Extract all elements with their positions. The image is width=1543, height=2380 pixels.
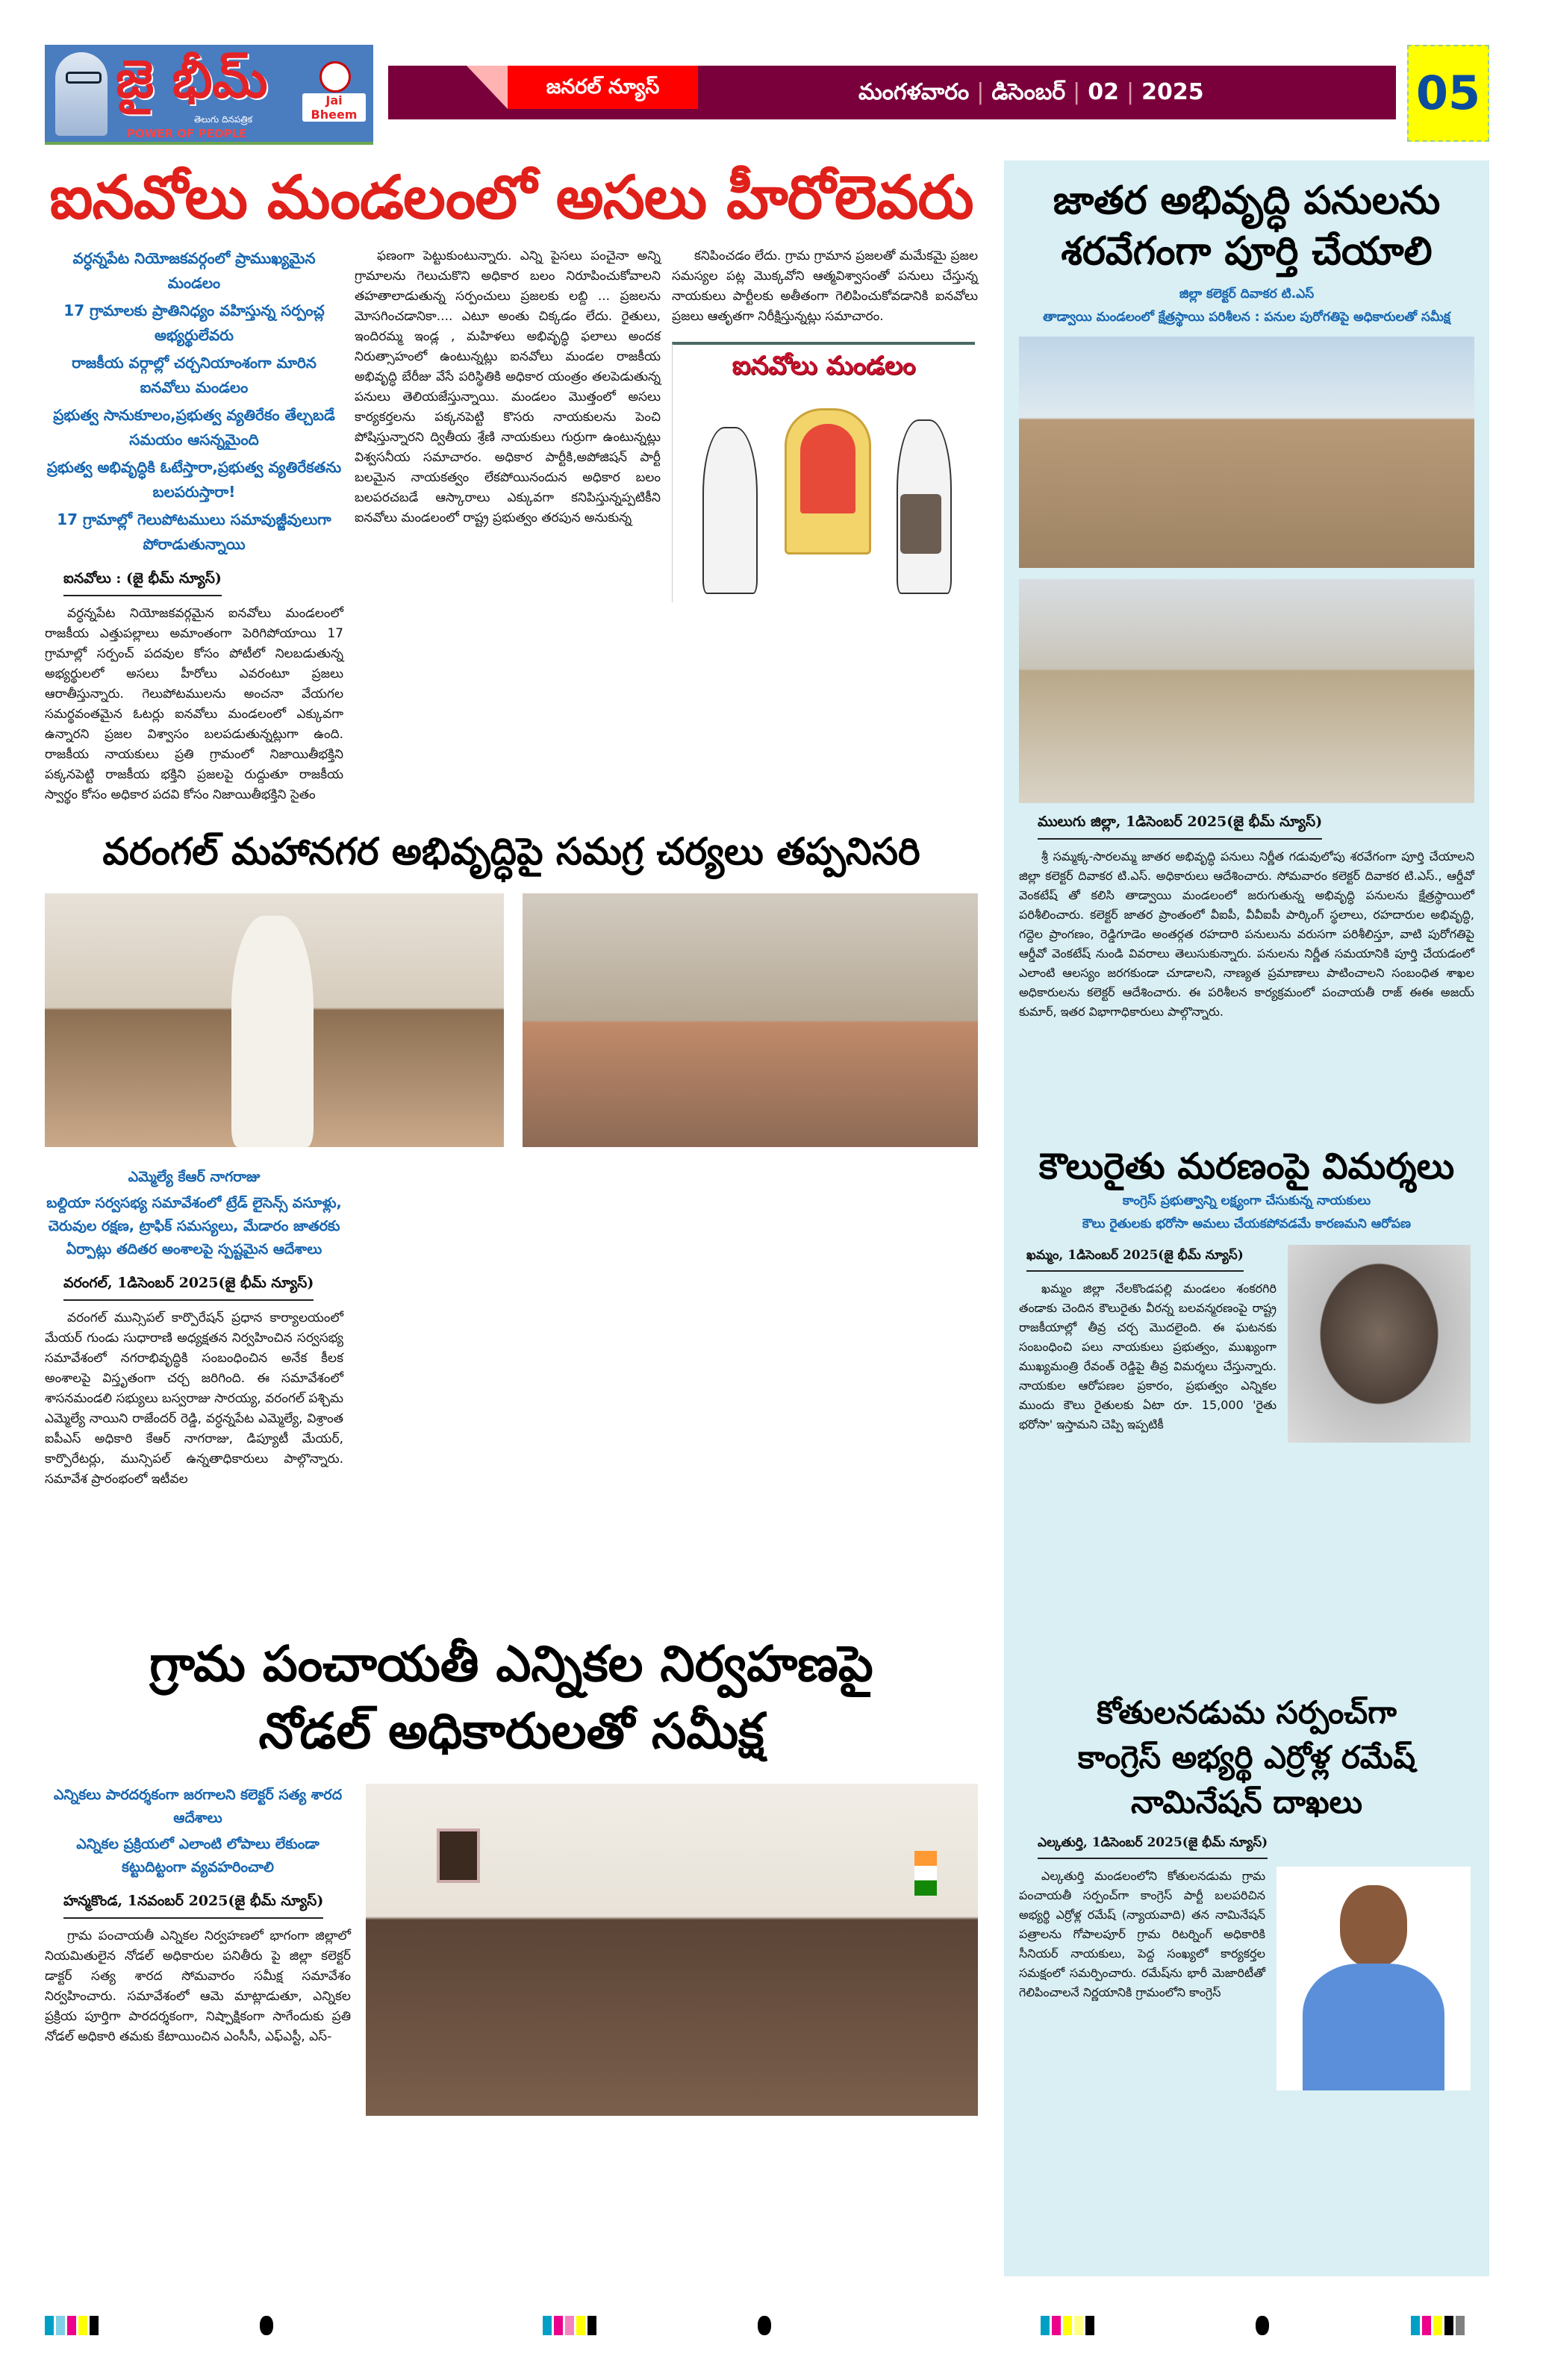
candidate-photo xyxy=(1277,1867,1471,2090)
deck-line: 17 గ్రామాలకు ప్రాతినిధ్యం వహిస్తున్న సర్పంచ్ల అభ్యర్థులేవరు xyxy=(63,302,325,344)
ambedkar-portrait xyxy=(55,52,107,136)
page-number: 05 xyxy=(1407,45,1489,142)
headline-line: జాతర అభివృద్ధి పనులను xyxy=(1053,178,1441,223)
main-dateline: ఐనవోలు : (జై భీమ్ న్యూస్) xyxy=(63,570,222,596)
main-body-col2 xyxy=(355,246,661,528)
throne-chair-illustration xyxy=(785,408,871,555)
headline-line: శరవేగంగా పూర్తి చేయాలి xyxy=(1061,229,1433,274)
warangal-deck xyxy=(45,1166,343,1261)
section-tag: జనరల్ న్యూస్ xyxy=(508,66,698,109)
paragraph: వరంగల్ మున్సిపల్ కార్పొరేషన్ ప్రధాన కార్యాలయంలో మేయర్ గుండు సుధారాణి అధ్యక్షతన నిర్వహించిన సర్వసభ్య సమావేశంలో నగరాభివృద్ధికి సంబంధించిన అనేక కీలక అంశాలపై విస్తృతంగా చర్చ జరిగింది. ఈ సమావేశంలో శాసనమండలి సభ్యులు బస్వరాజు సారయ్య, వరంగల్ పశ్చిమ ఎమ్మెల్యే నాయిని రాజేందర్ రెడ్డి, వర్ధన్నపేట ఎమ్మెల్యే, విశ్రాంత ఐపీఎస్ అధికారి కేఆర్ నాగరాజు, డిప్యూటీ మేయర్, కార్పొరేటర్లు, మున్సిపల్ ఉన్నతాధికారులు పాల్గొన్నారు. సమావేశ ప్రారంభంలో ఇటీవల xyxy=(45,1311,343,1487)
deck-line: ఎమ్మెల్యే కేఆర్ నాగరాజు xyxy=(128,1169,261,1185)
left-content-area xyxy=(45,160,978,2116)
group-photo xyxy=(523,893,978,1147)
farmer-headline: కౌలురైతు మరణంపై విమర్శలు xyxy=(1038,1146,1455,1187)
date-day: మంగళవారం xyxy=(858,79,970,105)
nomination-headline xyxy=(1019,1690,1474,1825)
cartoon-title: ఐనవోలు మండలం xyxy=(732,351,916,381)
panchayat-story xyxy=(45,1631,978,2116)
main-story xyxy=(45,160,978,817)
review-meeting-photo xyxy=(366,1784,978,2116)
headline-line: నోడల్ అధికారులతో సమీక్ష xyxy=(258,1702,764,1760)
farmer-dateline: ఖమ్మం, 1డిసెంబర్ 2025(జై భీమ్ న్యూస్) xyxy=(1026,1248,1244,1272)
color-registration-mark xyxy=(1411,2316,1467,2338)
deck-line: వర్ధన్నపేట నియోజకవర్గంలో ప్రాముఖ్యమైన మండలం xyxy=(72,249,316,292)
panchayat-dateline: హన్మకొండ, 1నవంబర్ 2025(జై భీమ్ న్యూస్) xyxy=(63,1893,323,1919)
jathara-story xyxy=(1019,175,1474,1131)
jathara-deck xyxy=(1019,284,1474,328)
date-month: డిసెంబర్ xyxy=(991,79,1066,105)
farmer-col xyxy=(1019,1237,1277,1434)
candidate-shirt xyxy=(1303,1964,1444,2090)
main-headline: ఐనవోలు మండలంలో అసలు హీరోలెవరు xyxy=(49,163,973,232)
color-registration-mark xyxy=(1041,2316,1097,2338)
council-meeting-photo xyxy=(45,893,504,1147)
tag-accent xyxy=(467,66,508,109)
warangal-body xyxy=(45,1308,343,1490)
main-body-col3 xyxy=(672,246,978,327)
headline-line: గ్రామ పంచాయతీ ఎన్నికల నిర్వహణపై xyxy=(149,1635,873,1693)
farmer-body xyxy=(1019,1279,1277,1434)
headline-line: కాంగ్రెస్ అభ్యర్థి ఎర్రోళ్ల రమేష్ xyxy=(1077,1739,1416,1775)
site-inspection-photo xyxy=(1019,337,1474,568)
deck-line: ఎన్నికల ప్రక్రియలో ఎలాంటి లోపాలు లేకుండా కట్టుదిట్టంగా వ్యవహరించాలి xyxy=(76,1836,319,1875)
masthead-brand-en: Jai Bheem xyxy=(302,93,366,122)
jathara-body xyxy=(1019,847,1474,1022)
nomination-body xyxy=(1019,1867,1265,2002)
farmer-deck xyxy=(1019,1191,1474,1234)
masthead-tagline: POWER OF PEOPLE xyxy=(127,127,247,140)
seal-icon xyxy=(319,61,351,93)
warangal-story xyxy=(45,825,978,1623)
paragraph: ఫణంగా పెట్టుకుంటున్నారు. ఎన్ని పైసలు పంచైనా అన్ని గ్రామాలను గెలుచుకొని అధికార బలం నిరూపించుకోవాలని తహతాలాడుతున్న సర్పంచులు ప్రజలకు లబ్ది ... ప్రజలను మోసగించడానికా.... ఎటూ అంతు చిక్కడం లేదు. రైతులు, ఇందిరమ్మ ఇండ్ల , మహిళలు అభివృద్ధి ఫలాలు అందక నిరుత్సాహంలో ఉంటున్నట్లు ఐనవోలు మండల రాజకీయ అభివృద్ధి బేరీజు వేసే పరిస్థితికి అధికార యంత్రం తలపెడుతున్న పనులు తెలియజేస్తున్నాయి. మండలం మొత్తంలో అసలు కార్యకర్తలను పక్కనపెట్టి కొసరు నాయకులను పెంచి పోషిస్తున్నారని ద్వితీయ శ్రేణి నాయకులు గుర్రుగా ఉంటున్నట్లు విశ్వసనీయ సమాచారం. అధికార పార్టీకి,అపోజిషన్ పార్టీ బలమైన నాయకత్వం లేకపోయినందున అధికార బలం బలపరచబడే ఆస్కారాలు ఎక్కువగా కనిపిస్తున్నప్పటికీని ఐనవోలు మండలంలో రాష్ట్ర ప్రభుత్వం తరపున అనుకున్న xyxy=(355,249,661,525)
warangal-headline: వరంగల్ మహానగర అభివృద్ధిపై సమగ్ర చర్యలు తప్పనిసరి xyxy=(102,830,920,873)
paragraph: ఖమ్మం జిల్లా నేలకొండపల్లి మండలం శంకరగిరి తండాకు చెందిన కౌలురైతు వీరన్న బలవన్మరణంపై రాష్ట్ర రాజకీయాల్లో తీవ్ర చర్చ మొదలైంది. ఈ ఘటనకు సంబంధించి పలు నాయకులు ప్రభుత్వం, ముఖ్యంగా ముఖ్యమంత్రి రేవంత్ రెడ్డిపై తీవ్ర విమర్శలు చేస్తున్నారు. నాయకుల ఆరోపణల ప్రకారం, ప్రభుత్వం ఎన్నికల ముందు కౌలు రైతులకు ఏటా రూ. 15,000 'రైతు భరోసా' ఇస్తామని చెప్పి ఇప్పటికీ xyxy=(1019,1281,1277,1431)
registration-dot xyxy=(758,2316,771,2335)
deck-line: కౌలు రైతులకు భరోసా అమలు చేయకపోవడమే కారణమని ఆరోపణ xyxy=(1082,1216,1412,1231)
farmer-photo xyxy=(1288,1245,1471,1443)
deck-line: బల్దియా సర్వసభ్య సమావేశంలో ట్రేడ్ లైసెన్స్ వసూళ్లు, చెరువుల రక్షణ, ట్రాఫిక్ సమస్యలు, మేడారం జాతరకు ఏర్పాట్లు తదితర అంశాలపై స్పష్టమైన ఆదేశాలు xyxy=(46,1195,342,1258)
paragraph: గ్రామ పంచాయతీ ఎన్నికల నిర్వహణలో భాగంగా జిల్లాలో నియమితులైన నోడల్ అధికారుల పనితీరు పై జిల్లా కలెక్టర్ డాక్టర్ సత్య శారద సోమవారం సమీక్ష సమావేశం నిర్వహించారు. సమావేశంలో ఆమె మాట్లాడుతూ, ఎన్నికల ప్రక్రియ పూర్తిగా పారదర్శకంగా, నిష్పాక్షికంగా సాగేందుకు ప్రతి నోడల్ అధికారి తమకు కేటాయించిన ఎంసీసీ, ఎఫ్ఎస్టీ, ఎస్- xyxy=(45,1928,351,2044)
paragraph: వర్ధన్నపేట నియోజకవర్గమైన ఐనవోలు మండలంలో రాజకీయ ఎత్తుపల్లాలు అమాంతంగా పెరిగిపోయాయి 17 గ్రామాల్లో సర్పంచ్ పదవుల కోసం పోటీలో నిలబడుతున్న అభ్యర్థులలో అసలు హీరోలు ఎవరంటూ ప్రజలు ఆరాతీస్తున్నారు. గెలుపోటములను అంచనా వేయగల సమర్థవంతమైన ఓటర్లు ఐనవోలు మండలంలో ఎక్కువగా ఉన్నారని ప్రజల విశ్వాసం బలపడుతున్నట్లుగా ఉంది. రాజకీయ నాయకులు ప్రతి గ్రామంలో నిజాయితీభక్తిని పక్కనపెట్టి రాజకీయ భక్తిని ప్రజలపై రుద్దుతూ రాజకీయ స్వార్థం కోసం అధికార పదవి కోసం నిజాయితీభక్తిని సైతం xyxy=(45,606,343,802)
speaker-figure xyxy=(231,916,314,1147)
politician-vest xyxy=(900,494,941,554)
right-column-panel xyxy=(1004,160,1489,2276)
nomination-dateline: ఎల్కతుర్తి, 1డిసెంబర్ 2025(జై భీమ్ న్యూస్) xyxy=(1038,1835,1268,1859)
panchayat-deck xyxy=(45,1784,351,1879)
panchayat-headline xyxy=(45,1631,978,1765)
cartoon-image xyxy=(672,342,975,602)
issue-date: మంగళవారం | డిసెంబర్ | 02 | 2025 xyxy=(858,79,1204,105)
date-date: 02 xyxy=(1088,79,1119,105)
portrait-frame xyxy=(437,1828,480,1883)
deck-line: ప్రభుత్వ అభివృద్ధికి ఓటేస్తారా,ప్రభుత్వ వ్యతిరేకతను బలపరుస్తారా! xyxy=(46,458,342,501)
deck-line: రాజకీయ వర్గాల్లో చర్చనియాంశంగా మారిన ఐనవోలు మండలం xyxy=(72,354,317,396)
deck-line: కాంగ్రెస్ ప్రభుత్వాన్ని లక్ష్యంగా చేసుకున్న నాయకులు xyxy=(1122,1193,1371,1208)
color-registration-mark xyxy=(543,2316,599,2338)
masthead-logo xyxy=(45,45,373,145)
deck-line: తాడ్వాయి మండలంలో క్షేత్రస్థాయి పరిశీలన : పనుల పురోగతిపై అధికారులతో సమీక్ష xyxy=(1043,310,1450,325)
deck-line: జిల్లా కలెక్టర్ దివాకర టి.ఎస్ xyxy=(1179,287,1315,302)
warangal-col1 xyxy=(45,1166,343,1490)
masthead-subtitle: తెలుగు దినపత్రిక xyxy=(194,114,253,125)
date-year: 2025 xyxy=(1141,79,1204,105)
nomination-story xyxy=(1019,1690,1474,2090)
deck-line: 17 గ్రామాల్లో గెలుపోటములు సమావుజ్జీవులుగా పోరాడుతున్నాయి xyxy=(57,510,331,553)
paragraph: కనిపించడం లేదు. గ్రామ గ్రామాన ప్రజలతో మమేకమై ప్రజల సమస్యల పట్ల మొక్కవోని ఆత్మవిశ్వాసంతో పనులు చేస్తున్న నాయకులు పార్టీలకు అతీతంగా గెలిపించుకోవడానికి ఐనవోలు ప్రజలు ఆతృతగా నిరీక్షిస్తున్నట్లు సమాచారం. xyxy=(672,249,978,324)
registration-dot xyxy=(1256,2316,1269,2335)
paragraph: ఎల్కతుర్తి మండలంలోని కోతులనడుమ గ్రామ పంచాయతీ సర్పంచ్‌గా కాంగ్రెస్ పార్టీ బలపరిచిన అభ్యర్థి ఎర్రోళ్ల రమేష్ (న్యాయవాది) తన నామినేషన్ పత్రాలను గోపాలపూర్ గ్రామ రిటర్నింగ్ అధికారికి సీనియర్ నాయకులు, పెద్ద సంఖ్యలో కార్యకర్తల సమక్షంలో సమర్పించారు. రమేష్‌ను భారీ మెజారిటీతో గెలిపించాలనే నిర్ణయానికి గ్రామంలోని కాంగ్రెస్ xyxy=(1019,1869,1265,1999)
panchayat-col1 xyxy=(45,1784,351,2047)
deck-line: ఎన్నికలు పారదర్శకంగా జరగాలని కలెక్టర్ సత్య శారద ఆదేశాలు xyxy=(53,1787,343,1826)
headline-line: కోతులనడుమ సర్పంచ్‌గా xyxy=(1097,1694,1397,1731)
main-body-col1 xyxy=(45,604,343,805)
main-col1 xyxy=(45,246,343,805)
main-col3 xyxy=(672,246,978,602)
flag-icon xyxy=(914,1851,937,1896)
paragraph: శ్రీ సమ్మక్క-సారలమ్మ జాతర అభివృద్ధి పనులు నిర్ణీత గడువులోపు శరవేగంగా పూర్తి చేయాలని జిల్లా కలెక్టర్ దివాకర టి.ఎస్. అధికారులు ఆదేశించారు. సోమవారం కలెక్టర్ దివాకర టి.ఎస్., ఆర్డీవో వెంకటేష్ తో కలిసి తాడ్వాయి మండలంలో జరుగుతున్న అభివృద్ధి పనులను క్షేత్రస్థాయిలో పరిశీలించారు. కలెక్టర్ జాతర ప్రాంతంలో వీఐపీ, వీవీఐపీ పార్కింగ్ స్థలాలు, రహదారుల అభివృద్ధి, గద్దెల ప్రాంగణం, రెడ్డిగూడెం అంతర్గత రహదారి పనులును వరుసగా పరిశీలిస్తూ, వాటి పురోగతిపై ఆర్డీవో వెంకటేష్ నుండి వివరాలు తెలుసుకున్నారు. పనులను నిర్ణీత సమయానికి పూర్తి చేయడంలో ఎలాంటి ఆలస్యం జరగకుండా చూడాలని, నాణ్యత ప్రమాణాలు పాటించాలని సంబంధిత శాఖల అధికారులను కలెక్టర్ ఆదేశించారు. ఈ పరిశీలన కార్యక్రమంలో పంచాయతీ రాజ్ ఈఈ అజయ్ కుమార్, ఇతర విభాగాధికారులు పాల్గొన్నారు. xyxy=(1019,849,1474,1019)
color-registration-mark xyxy=(45,2316,101,2338)
headline-line: నామినేషన్ దాఖలు xyxy=(1130,1784,1362,1820)
warangal-photos xyxy=(45,893,978,1147)
candidate-face xyxy=(1340,1885,1407,1967)
registration-dot xyxy=(260,2316,273,2335)
panchayat-body xyxy=(45,1926,351,2047)
construction-site-photo xyxy=(1019,579,1474,803)
politician-figure xyxy=(702,427,758,594)
main-deck xyxy=(45,246,343,557)
jathara-headline xyxy=(1019,175,1474,277)
deck-line: ప్రభుత్వ సానుకూలం,ప్రభుత్వ వ్యతిరేకం తేల్చబడే సమయం ఆసన్నమైంది xyxy=(53,406,335,449)
jathara-dateline: ములుగు జిల్లా, 1డిసెంబర్ 2025(జై భీమ్ న్యూస్) xyxy=(1038,813,1322,840)
warangal-dateline: వరంగల్, 1డిసెంబర్ 2025(జై భీమ్ న్యూస్) xyxy=(63,1275,314,1301)
masthead-title: జై భీమ్ xyxy=(116,49,268,110)
farmer-story xyxy=(1019,1142,1474,1679)
